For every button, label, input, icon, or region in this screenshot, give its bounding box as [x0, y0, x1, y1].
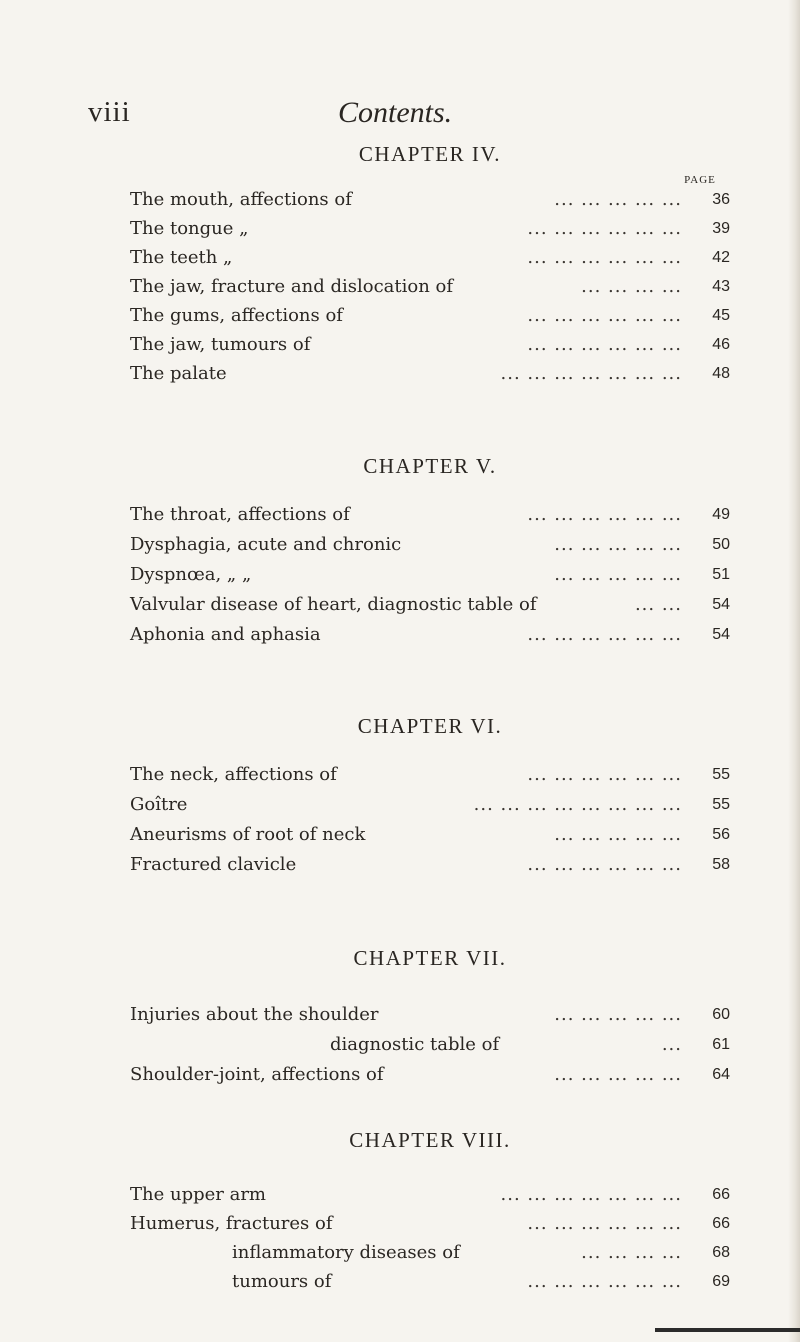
- toc-entry-indented[interactable]: [130, 1267, 730, 1297]
- leader-dots: ... ... ... ... ... ...: [527, 1271, 682, 1292]
- toc-entry[interactable]: [130, 1000, 730, 1030]
- entry-title: Shoulder-joint, affections of: [130, 1064, 384, 1085]
- toc-entry[interactable]: [130, 1209, 730, 1239]
- entry-page: 36: [712, 191, 730, 208]
- toc-entry[interactable]: [130, 790, 730, 820]
- entry-page: 68: [712, 1244, 730, 1261]
- entry-title: Humerus, fractures of: [130, 1213, 333, 1234]
- entry-title: Dyspnœa, „ „: [130, 564, 252, 585]
- leader-dots: ... ... ... ... ... ... ...: [500, 363, 682, 384]
- chapter-heading: CHAPTER VII.: [353, 946, 507, 970]
- toc-entry[interactable]: [130, 330, 730, 360]
- leader-dots: ... ... ... ... ...: [554, 534, 682, 555]
- entry-title: Valvular disease of heart, diagnostic table of: [130, 594, 537, 615]
- entry-title: Aneurisms of root of neck: [130, 824, 366, 845]
- toc-entry[interactable]: [130, 1060, 730, 1090]
- leader-dots: ... ... ... ... ... ...: [527, 1213, 682, 1234]
- leader-dots: ... ... ... ... ... ...: [527, 854, 682, 875]
- entry-page: 55: [712, 766, 730, 783]
- leader-dots: ... ... ... ... ... ...: [527, 247, 682, 268]
- toc-entry[interactable]: [130, 272, 730, 302]
- entry-page: 66: [712, 1186, 730, 1203]
- entry-page: 55: [712, 796, 730, 813]
- page-edge-shadow: [788, 0, 800, 1342]
- entry-title: Aphonia and aphasia: [130, 624, 321, 645]
- toc-entry[interactable]: [130, 359, 730, 389]
- toc-entry[interactable]: [130, 850, 730, 880]
- entry-page: 39: [712, 220, 730, 237]
- entry-page: 54: [712, 626, 730, 643]
- toc-entry[interactable]: [130, 243, 730, 273]
- folio-number: viii: [88, 96, 131, 128]
- leader-dots: ... ... ... ... ...: [554, 189, 682, 210]
- leader-dots: ... ... ... ... ... ...: [527, 305, 682, 326]
- leader-dots: ... ... ... ... ...: [554, 824, 682, 845]
- entry-title: tumours of: [232, 1271, 332, 1292]
- entry-title: The jaw, tumours of: [130, 334, 311, 355]
- chapter-heading: CHAPTER VIII.: [349, 1128, 511, 1152]
- toc-entry[interactable]: [130, 760, 730, 790]
- entry-title: The mouth, affections of: [130, 189, 352, 210]
- entry-page: 66: [712, 1215, 730, 1232]
- entry-title: Fractured clavicle: [130, 854, 297, 875]
- toc-entry[interactable]: [130, 214, 730, 244]
- leader-dots: ... ... ... ... ...: [554, 1064, 682, 1085]
- entry-title: The palate: [130, 363, 227, 384]
- leader-dots: ... ... ... ... ... ... ...: [500, 1184, 682, 1205]
- entry-page: 54: [712, 596, 730, 613]
- entry-page: 58: [712, 856, 730, 873]
- entry-page: 48: [712, 365, 730, 382]
- toc-entry[interactable]: [130, 500, 730, 530]
- entry-title: The upper arm: [130, 1184, 266, 1205]
- leader-dots: ...: [661, 1034, 682, 1055]
- entry-title: The jaw, fracture and dislocation of: [130, 276, 454, 297]
- leader-dots: ... ... ... ... ...: [554, 1004, 682, 1025]
- leader-dots: ... ...: [634, 594, 682, 615]
- entry-page: 61: [712, 1036, 730, 1053]
- entry-page: 45: [712, 307, 730, 324]
- entry-page: 69: [712, 1273, 730, 1290]
- toc-entry[interactable]: [130, 620, 730, 650]
- page-header: [88, 96, 800, 140]
- entry-page: 51: [712, 566, 730, 583]
- chapter-heading: CHAPTER VI.: [357, 714, 503, 738]
- entry-title: The gums, affections of: [130, 305, 343, 326]
- entry-page: 60: [712, 1006, 730, 1023]
- chapter-heading: CHAPTER IV.: [358, 142, 502, 166]
- entry-title: Goître: [130, 794, 188, 815]
- leader-dots: ... ... ... ...: [581, 1242, 682, 1263]
- toc-entry[interactable]: [130, 1180, 730, 1210]
- toc-entry[interactable]: [130, 530, 730, 560]
- leader-dots: ... ... ... ... ... ...: [527, 624, 682, 645]
- entry-page: 49: [712, 506, 730, 523]
- leader-dots: ... ... ... ... ...: [554, 564, 682, 585]
- toc-entry-indented[interactable]: [130, 1238, 730, 1268]
- leader-dots: ... ... ... ... ... ...: [527, 504, 682, 525]
- entry-page: 42: [712, 249, 730, 266]
- toc-entry[interactable]: [130, 590, 730, 620]
- toc-entry[interactable]: [130, 301, 730, 331]
- toc-entry[interactable]: [130, 820, 730, 850]
- running-title: Contents.: [338, 96, 453, 129]
- entry-page: 50: [712, 536, 730, 553]
- entry-title: diagnostic table of: [330, 1034, 500, 1055]
- toc-entry-indented[interactable]: [130, 1030, 730, 1060]
- entry-title: inflammatory diseases of: [232, 1242, 460, 1263]
- page-column-label: PAGE: [684, 174, 716, 186]
- toc-entry[interactable]: [130, 560, 730, 590]
- entry-title: The tongue „: [130, 218, 249, 239]
- leader-dots: ... ... ... ...: [581, 276, 682, 297]
- toc-entry[interactable]: [130, 185, 730, 215]
- entry-page: 56: [712, 826, 730, 843]
- entry-title: The teeth „: [130, 247, 233, 268]
- leader-dots: ... ... ... ... ... ... ... ...: [473, 794, 682, 815]
- leader-dots: ... ... ... ... ... ...: [527, 334, 682, 355]
- entry-title: Injuries about the shoulder: [130, 1004, 379, 1025]
- bottom-rule: [655, 1328, 800, 1332]
- leader-dots: ... ... ... ... ... ...: [527, 218, 682, 239]
- entry-title: Dysphagia, acute and chronic: [130, 534, 402, 555]
- entry-page: 43: [712, 278, 730, 295]
- leader-dots: ... ... ... ... ... ...: [527, 764, 682, 785]
- entry-title: The throat, affections of: [130, 504, 350, 525]
- entry-page: 64: [712, 1066, 730, 1083]
- chapter-heading: CHAPTER V.: [363, 454, 497, 478]
- entry-page: 46: [712, 336, 730, 353]
- entry-title: The neck, affections of: [130, 764, 337, 785]
